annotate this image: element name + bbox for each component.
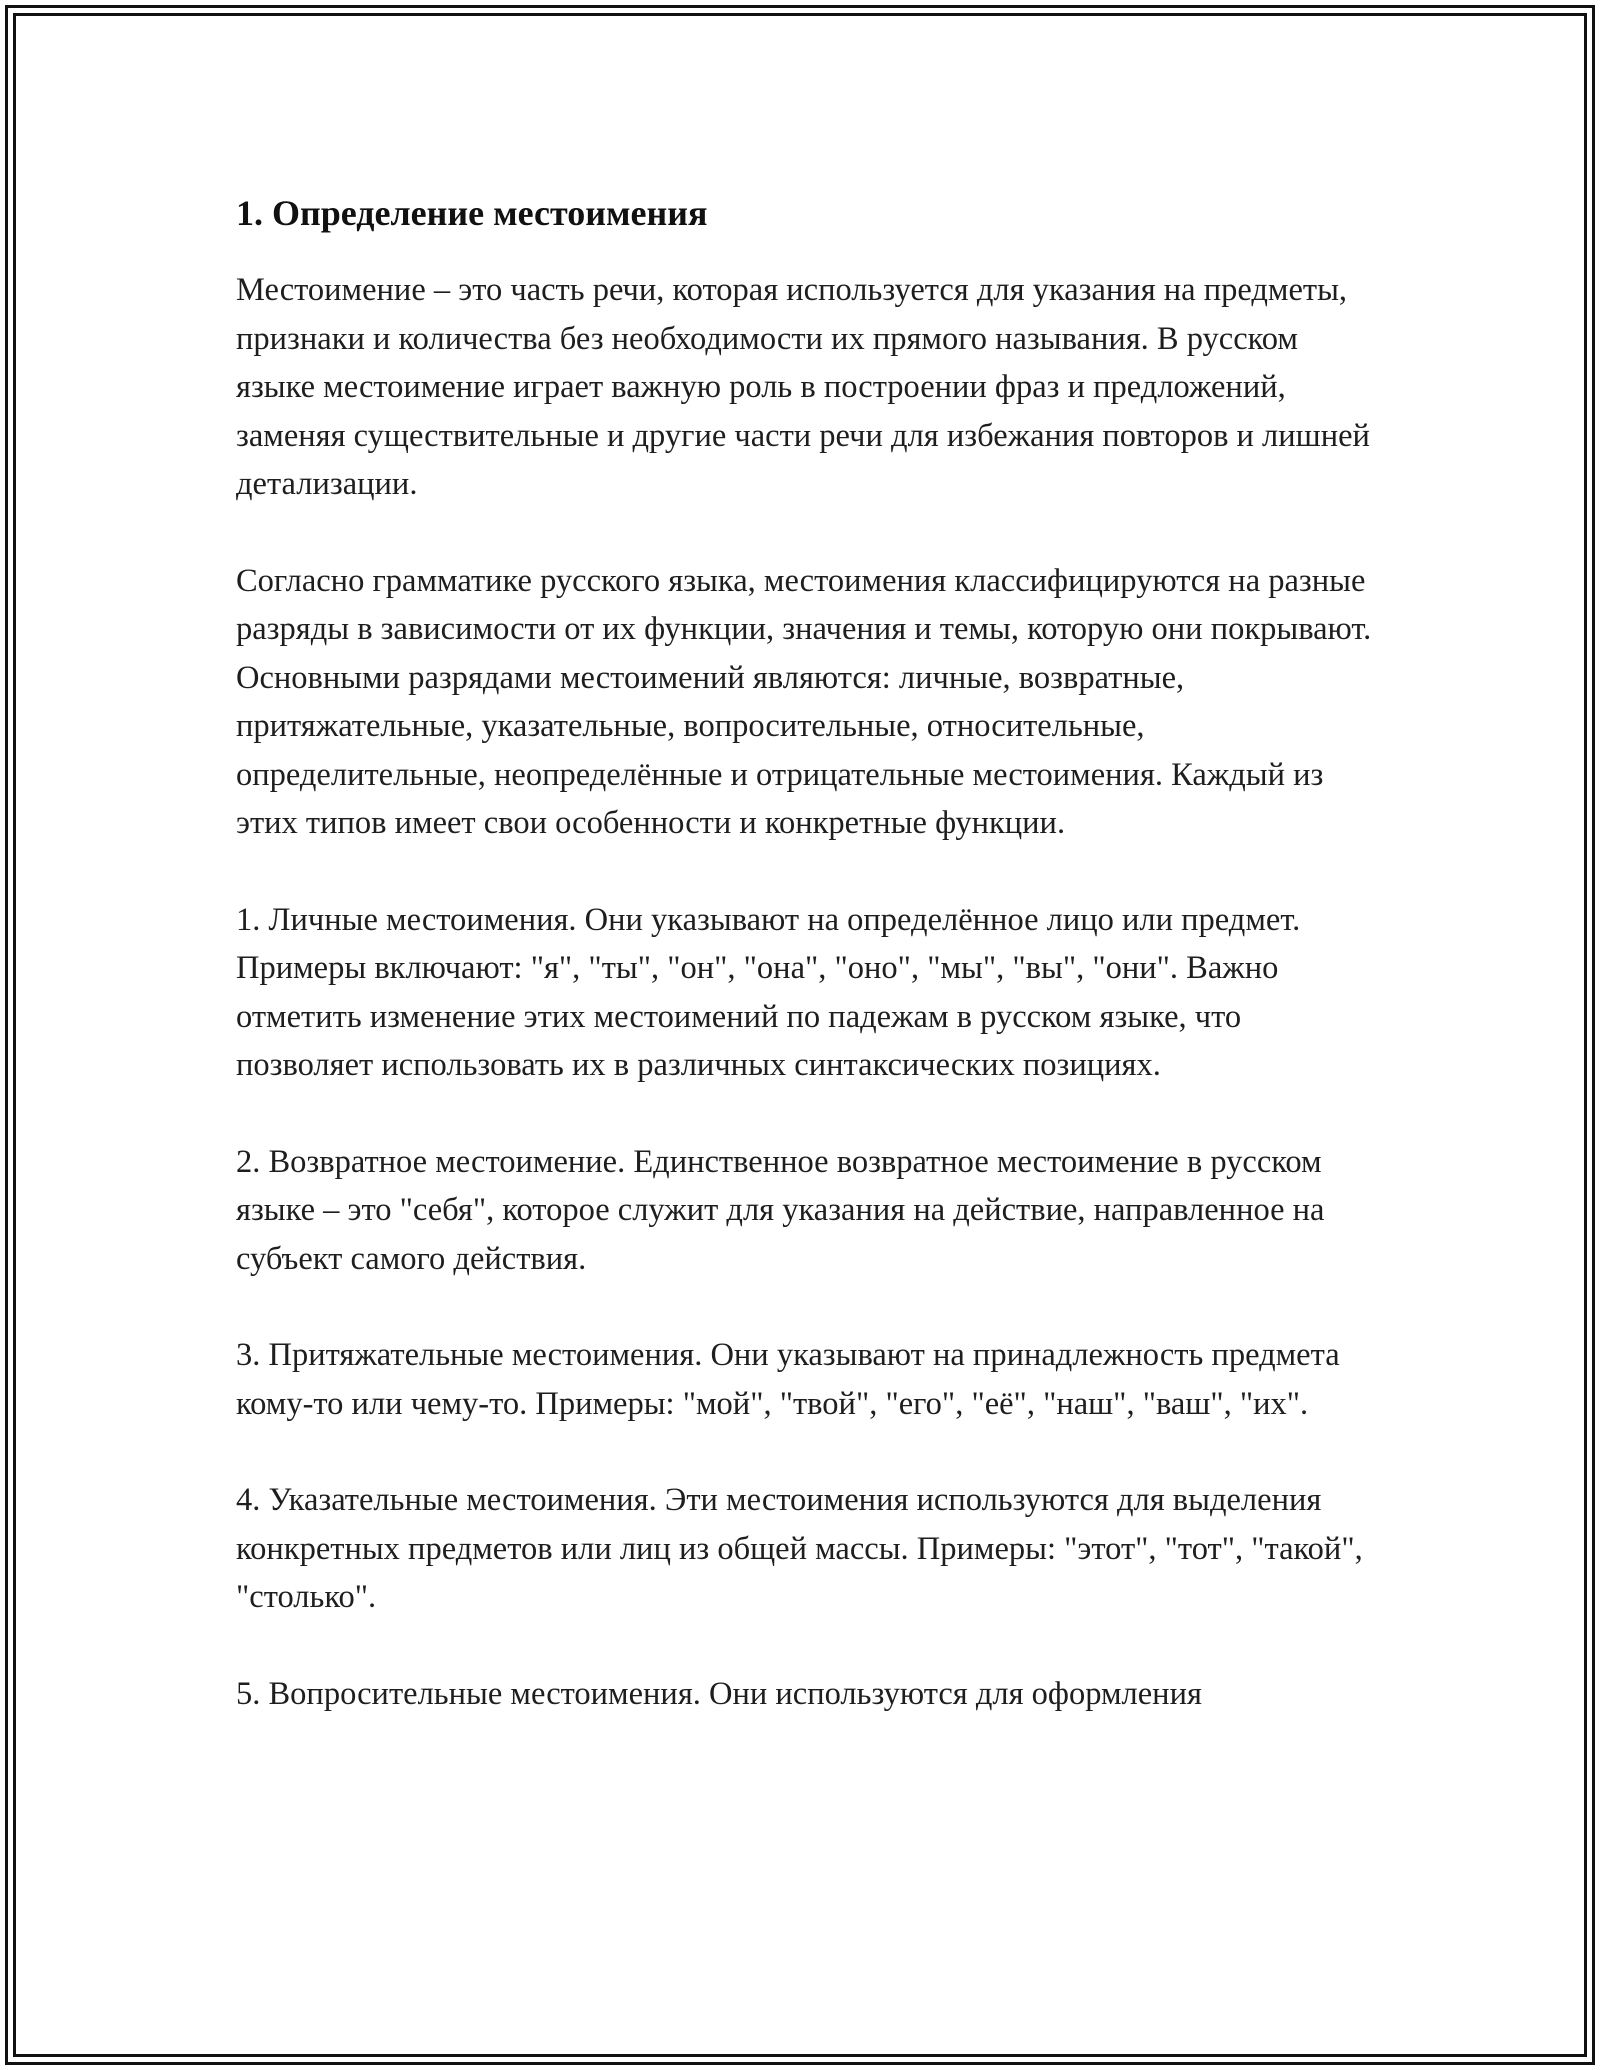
paragraph-classification: Согласно грамматике русского языка, местоимения классифицируются на разные разряды в зависимости от их функции, значения и темы, которую они покрывают. Основными разрядами местоимений являются: личные, возвратные, притяжательные, указательные, вопросительные, относительные, определительные, неопределённые и отрицательные местоимения. Каждый из этих типов имеет свои особенности и конкретные функции. bbox=[236, 562, 1372, 841]
document-body bbox=[236, 188, 1376, 1766]
paragraph-demonstrative-pronouns: 4. Указательные местоимения. Эти местоимения используются для выделения конкретных предметов или лиц из общей массы. Примеры: "этот", "тот", "такой", "столько". bbox=[236, 1482, 1363, 1615]
section-heading: 1. Определение местоимения bbox=[236, 193, 708, 233]
paragraph-possessive-pronouns: 3. Притяжательные местоимения. Они указывают на принадлежность предмета кому-то или чему-то. Примеры: "мой", "твой", "его", "её", "наш", "ваш", "их". bbox=[236, 1337, 1340, 1422]
paragraph-reflexive-pronoun: 2. Возвратное местоимение. Единственное возвратное местоимение в русском языке – это "себя", которое служит для указания на действие, направленное на субъект самого действия. bbox=[236, 1143, 1325, 1277]
paragraph-personal-pronouns: 1. Личные местоимения. Они указывают на определённое лицо или предмет. Примеры включают: "я", "ты", "он", "она", "оно", "мы", "вы", "они". Важно отметить изменение этих местоимений по падежам в русском языке, что позволяет использовать их в различных синтаксических позициях. bbox=[236, 901, 1301, 1083]
paragraph-definition: Местоимение – это часть речи, которая используется для указания на предметы, признаки и количества без необходимости их прямого называния. В русском языке местоимение играет важную роль в построении фраз и предложений, заменяя существительные и другие части речи для избежания повторов и лишней детализации. bbox=[236, 272, 1370, 502]
paragraph-interrogative-pronouns: 5. Вопросительные местоимения. Они используются для оформления bbox=[236, 1675, 1202, 1712]
